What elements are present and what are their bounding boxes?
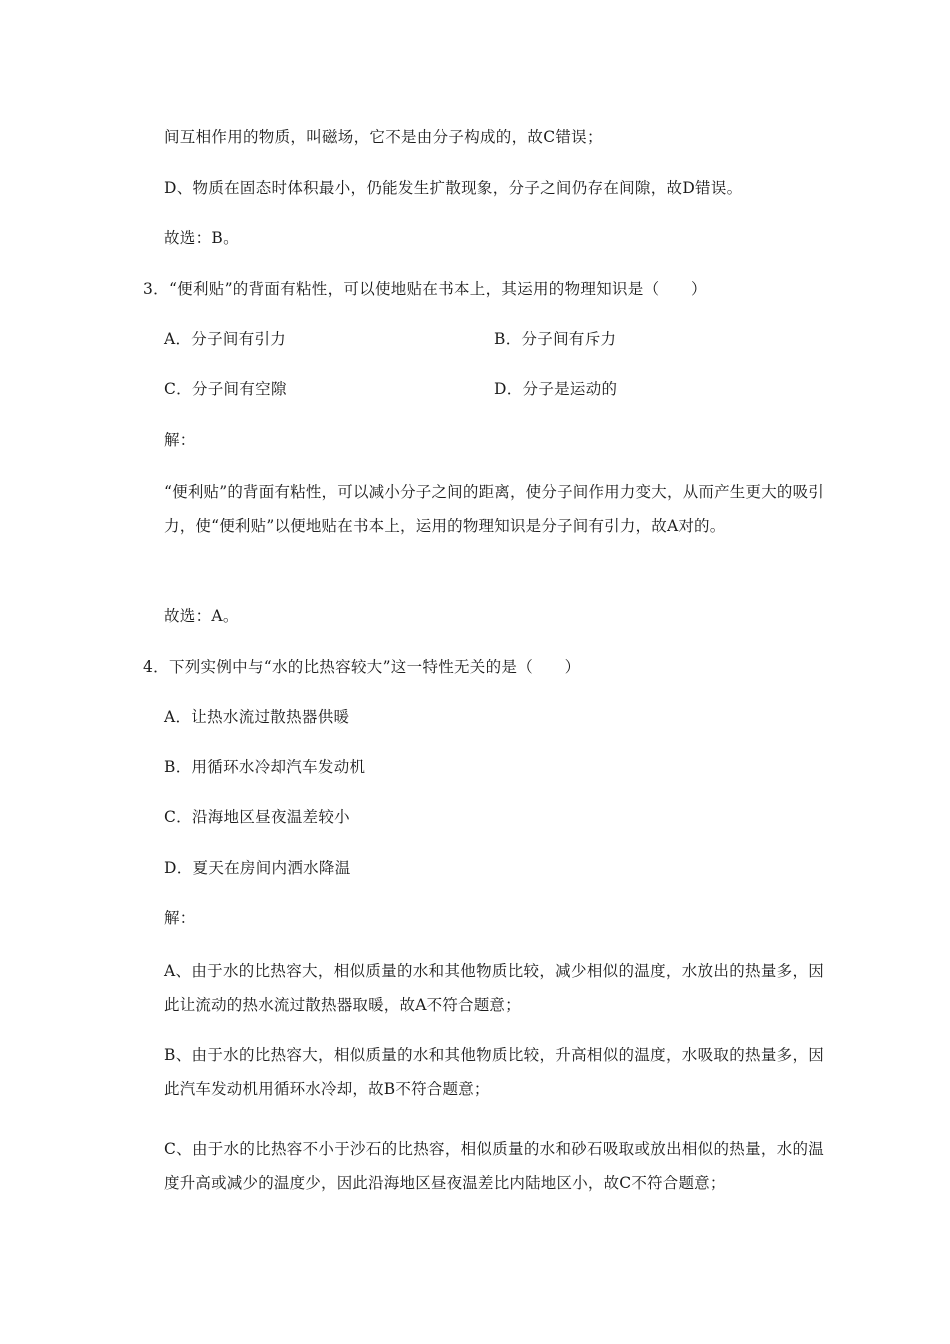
question-3-option-c: C．分子间有空隙 <box>164 380 287 398</box>
question-4-option-c: C．沿海地区昼夜温差较小 <box>164 808 350 826</box>
question-4-option-a: A．让热水流过散热器供暖 <box>164 708 350 726</box>
prev-answer: 故选：B。 <box>164 229 239 247</box>
question-3-option-b: B．分子间有斥力 <box>494 330 617 348</box>
question-3-explanation: “便利贴”的背面有粘性，可以减小分子之间的距离，使分子间作用力变大，从而产生更大的吸引力，使“便利贴”以便地贴在书本上，运用的物理知识是分子间有引力，故A对的。 <box>164 483 824 535</box>
prev-option-c-continuation: 间互相作用的物质，叫磁场，它不是由分子构成的，故C错误； <box>164 128 603 146</box>
question-3-option-d: D．分子是运动的 <box>494 380 618 398</box>
question-4-explanation-c: C、由于水的比热容不小于沙石的比热容，相似质量的水和砂石吸取或放出相似的热量，水的温度升高或减少的温度少，因此沿海地区昼夜温差比内陆地区小，故C不符合题意； <box>164 1140 824 1192</box>
question-3-stem: 3．“便利贴”的背面有粘性，可以使地贴在书本上，其运用的物理知识是（ ） <box>143 280 707 298</box>
question-4-stem: 4．下列实例中与“水的比热容较大”这一特性无关的是（ ） <box>143 658 581 676</box>
question-3-option-a: A．分子间有引力 <box>164 330 287 348</box>
question-3-solution-label: 解： <box>164 431 196 449</box>
question-4-solution-label: 解： <box>164 909 196 927</box>
question-3-answer: 故选：A。 <box>164 607 239 625</box>
question-4-explanation-a: A、由于水的比热容大，相似质量的水和其他物质比较，减少相似的温度，水放出的热量多，因此让流动的热水流过散热器取暖，故A不符合题意； <box>164 962 824 1014</box>
question-4-option-d: D．夏天在房间内洒水降温 <box>164 859 351 877</box>
question-4-option-b: B．用循环水冷却汽车发动机 <box>164 758 366 776</box>
question-4-explanation-b: B、由于水的比热容大，相似质量的水和其他物质比较，升高相似的温度，水吸取的热量多，因此汽车发动机用循环水冷却，故B不符合题意； <box>164 1046 824 1098</box>
prev-option-d-explanation: D、物质在固态时体积最小，仍能发生扩散现象，分子之间仍存在间隙，故D错误。 <box>164 179 743 197</box>
